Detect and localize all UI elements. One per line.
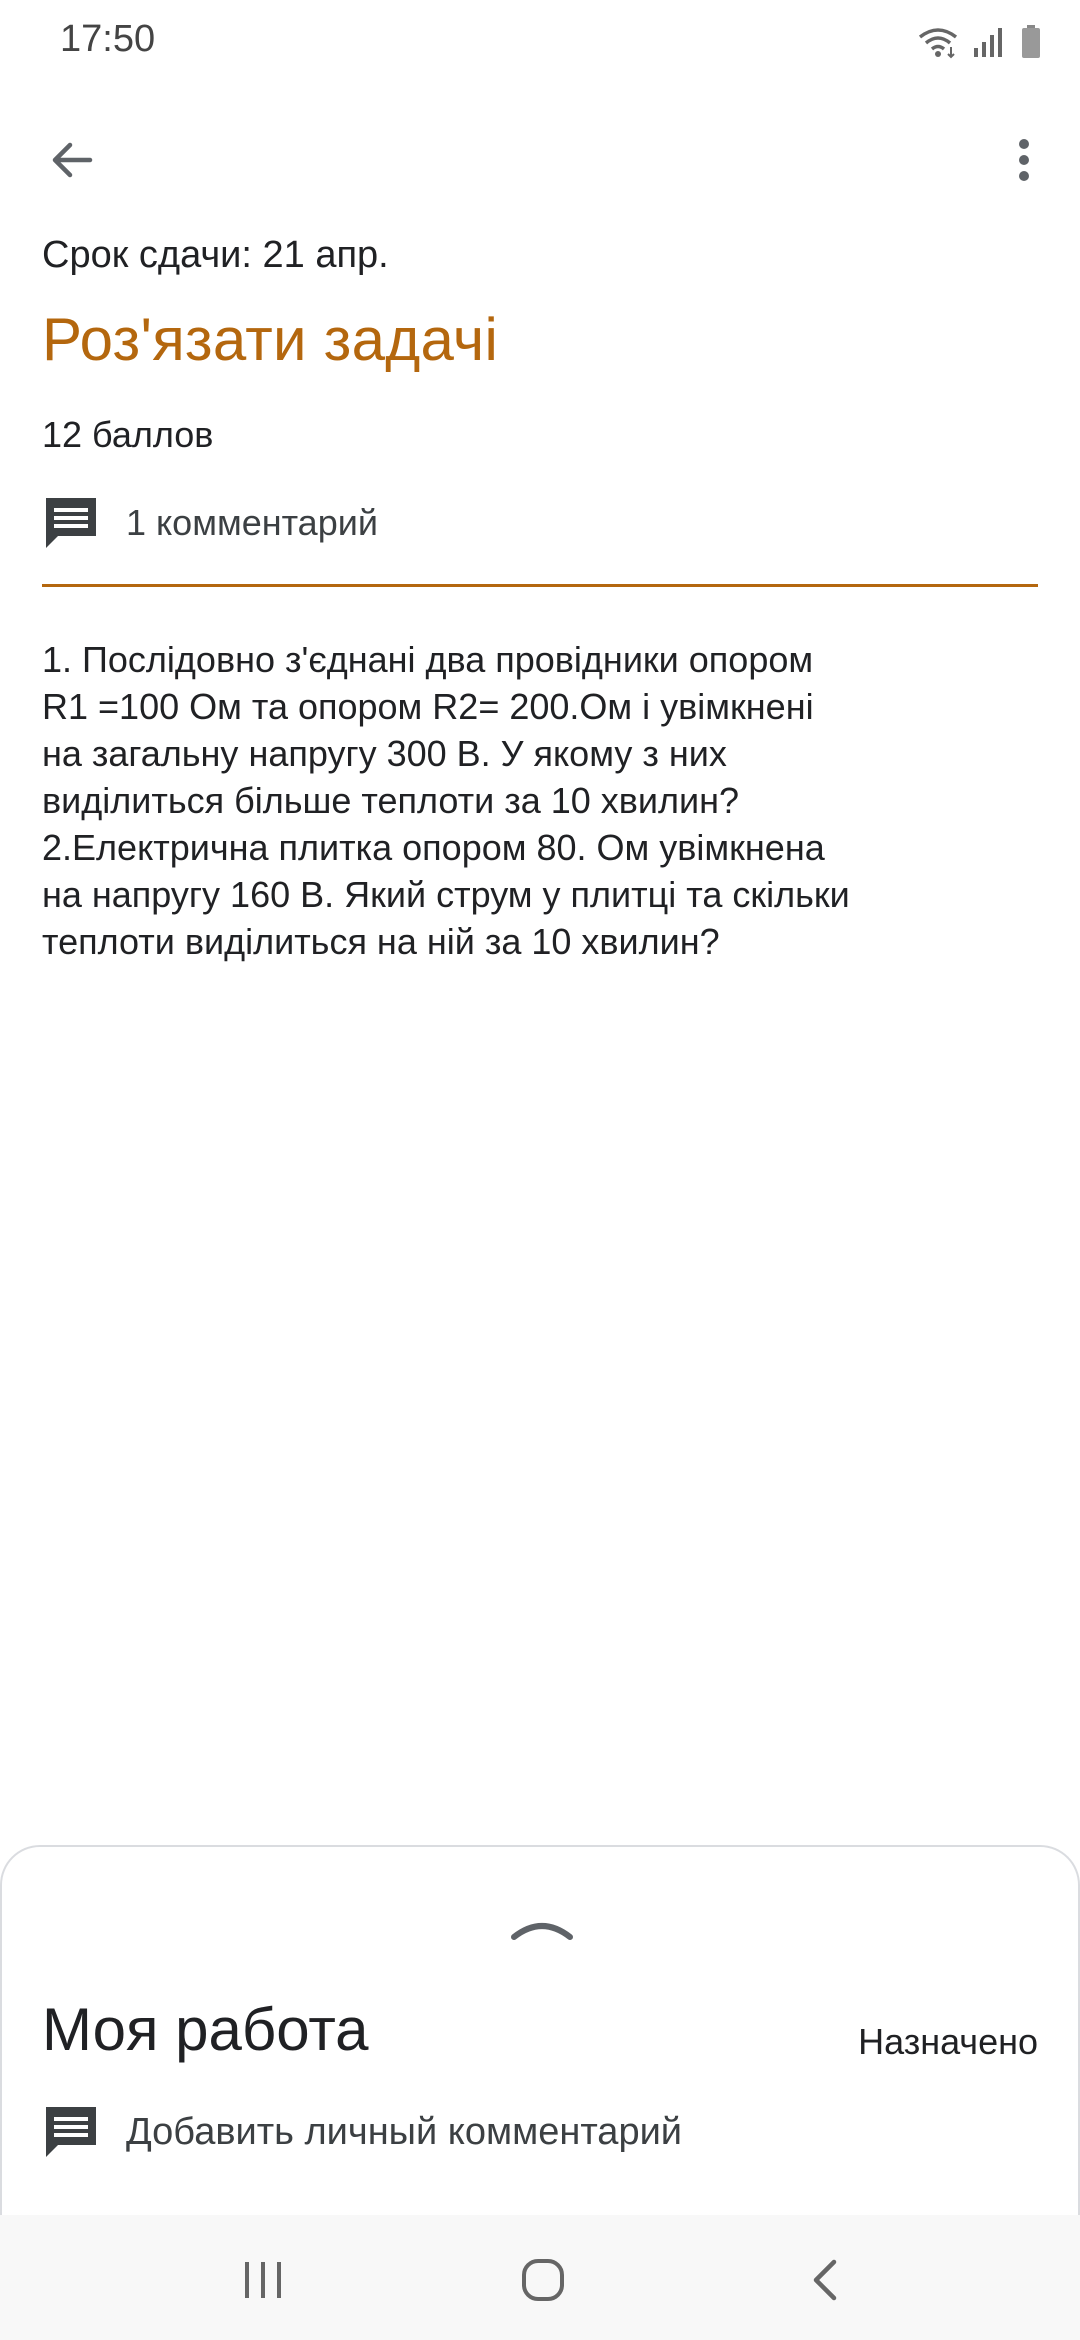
more-vert-icon xyxy=(1016,136,1032,184)
assignment-title: Роз'язати задачі xyxy=(42,306,499,373)
more-options-button[interactable] xyxy=(988,124,1060,196)
recent-apps-icon xyxy=(241,2260,285,2300)
system-nav-bar xyxy=(0,2215,1080,2340)
home-button[interactable] xyxy=(503,2245,583,2315)
recent-apps-button[interactable] xyxy=(223,2245,303,2315)
back-button[interactable] xyxy=(36,124,108,196)
submission-status: Назначено xyxy=(858,2021,1038,2062)
battery-icon xyxy=(1020,24,1042,60)
add-private-comment-button[interactable] xyxy=(42,2099,682,2165)
app-bar xyxy=(0,110,1080,206)
status-icons xyxy=(918,24,1042,60)
class-comments-button[interactable] xyxy=(42,490,378,556)
status-time: 17:50 xyxy=(60,18,156,60)
my-work-title: Моя работа xyxy=(42,1996,369,2063)
assignment-description: 1. Послідовно з'єднані два провідники опором R1 =100 Ом та опором R2= 200.Ом і увімкнені на загальну напругу 300 В. У якому з них виділиться більше теплоти за 10 хвилин? 2.Електрична плитка опором 80. Ом увімкнена на напругу 160 В. Який струм у плитці та скільки теплоти виділиться на ній за 10 хвилин? xyxy=(42,639,850,962)
home-icon xyxy=(520,2257,566,2303)
status-bar xyxy=(0,0,1080,86)
arrow-back-icon xyxy=(48,136,96,184)
points-label: 12 баллов xyxy=(42,414,214,455)
back-icon xyxy=(810,2258,840,2302)
comment-icon xyxy=(42,2103,100,2161)
my-work-sheet[interactable] xyxy=(0,1845,1080,2215)
accent-divider xyxy=(42,584,1038,587)
system-back-button[interactable] xyxy=(785,2245,865,2315)
chevron-up-icon xyxy=(502,1907,582,1947)
comments-count-label: 1 комментарий xyxy=(126,502,378,543)
comment-icon xyxy=(42,494,100,552)
expand-sheet-button[interactable] xyxy=(502,1907,582,1947)
wifi-icon xyxy=(918,25,958,59)
due-date: Срок сдачи: 21 апр. xyxy=(42,234,389,276)
signal-icon xyxy=(972,26,1006,58)
private-comment-label: Добавить личный комментарий xyxy=(126,2110,683,2153)
